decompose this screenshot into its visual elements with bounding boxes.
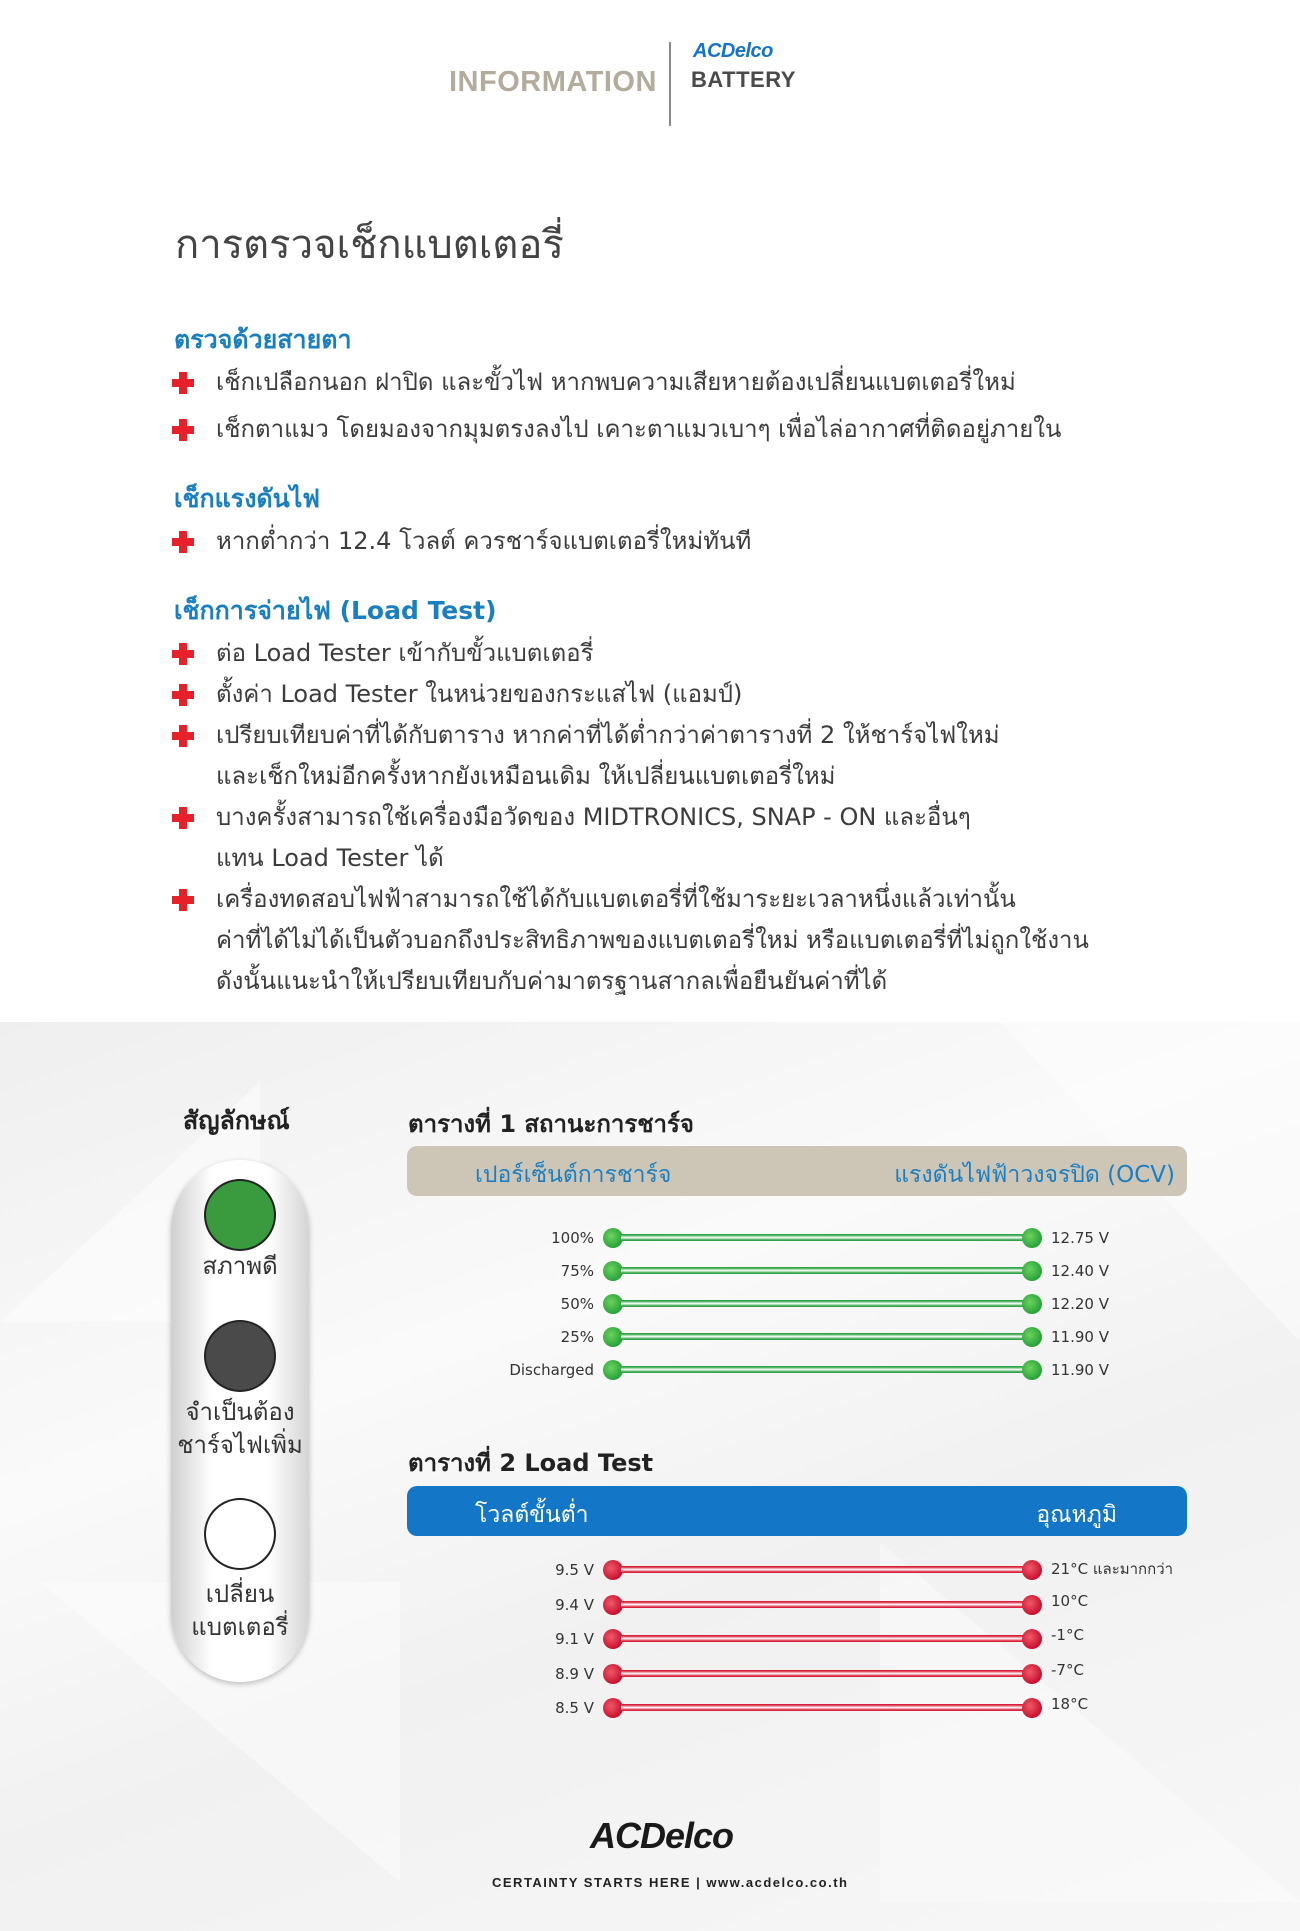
bullet-text: หากต่ำกว่า 12.4 โวลต์ ควรชาร์จแบตเตอรี่ใหม่ทันที <box>216 527 752 555</box>
header-battery-label: BATTERY <box>691 67 796 92</box>
row-dot-right <box>1022 1228 1042 1248</box>
row-label-left: 9.1 V <box>555 1630 594 1648</box>
red-cross-bullet-icon <box>172 807 194 829</box>
row-connector-line <box>621 1366 1029 1373</box>
table1-title: ตารางที่ 1 สถานะการชาร์จ <box>408 1110 694 1138</box>
row-dot-left <box>603 1629 623 1649</box>
row-dot-left <box>603 1228 623 1248</box>
row-dot-right <box>1022 1629 1042 1649</box>
row-connector-line <box>621 1300 1029 1307</box>
row-label-right: 12.75 V <box>1051 1229 1109 1247</box>
row-connector-line <box>621 1267 1029 1274</box>
legend-label-replace: เปลี่ยน แบตเตอรี่ <box>191 1580 289 1641</box>
red-cross-bullet-icon <box>172 419 194 441</box>
bullet-text: และเช็กใหม่อีกครั้งหากยังเหมือนเดิม ให้เปลี่ยนแบตเตอรี่ใหม่ <box>216 762 836 790</box>
row-dot-left <box>603 1261 623 1281</box>
row-dot-right <box>1022 1360 1042 1380</box>
table1-col-right: แรงดันไฟฟ้าวงจรปิด (OCV) <box>894 1162 1175 1188</box>
row-connector-line <box>621 1670 1029 1677</box>
bullet-text: ค่าที่ได้ไม่ได้เป็นตัวบอกถึงประสิทธิภาพของแบตเตอรี่ใหม่ หรือแบตเตอรี่ที่ไม่ถูกใช้งาน <box>216 926 1089 954</box>
legend-label-charge: จำเป็นต้อง ชาร์จไฟเพิ่ม <box>177 1398 303 1459</box>
row-connector-line <box>621 1333 1029 1340</box>
table2-col-right: อุณหภูมิ <box>1036 1502 1117 1528</box>
row-label-left: 8.9 V <box>555 1664 594 1683</box>
table2-col-left: โวลต์ขั้นต่ำ <box>475 1502 589 1528</box>
row-label-left: Discharged <box>509 1361 594 1379</box>
row-dot-right <box>1022 1327 1042 1347</box>
table1-header <box>407 1146 1187 1196</box>
row-label-left: 50% <box>560 1295 594 1313</box>
row-label-right: -1°C <box>1051 1626 1084 1644</box>
legend-label-good: สภาพดี <box>202 1252 278 1280</box>
row-dot-right <box>1022 1261 1042 1281</box>
row-label-right: 21°C และมากกว่า <box>1051 1560 1174 1578</box>
row-connector-line <box>621 1635 1029 1642</box>
row-label-left: 100% <box>551 1229 594 1247</box>
header-divider <box>669 42 671 126</box>
row-dot-right <box>1022 1294 1042 1314</box>
row-dot-left <box>603 1360 623 1380</box>
row-dot-left <box>603 1698 623 1718</box>
row-dot-right <box>1022 1698 1042 1718</box>
legend-title: สัญลักษณ์ <box>183 1106 290 1135</box>
row-label-left: 8.5 V <box>555 1699 594 1717</box>
red-cross-bullet-icon <box>172 684 194 706</box>
table1-col-left: เปอร์เซ็นต์การชาร์จ <box>475 1162 672 1188</box>
row-label-left: 25% <box>560 1328 594 1346</box>
row-connector-line <box>621 1704 1029 1711</box>
section-heading: เช็กการจ่ายไฟ (Load Test) <box>174 596 497 625</box>
row-label-right: -7°C <box>1051 1660 1084 1679</box>
table2-title: ตารางที่ 2 Load Test <box>408 1449 654 1477</box>
bullet-text: ดังนั้นแนะนำให้เปรียบเทียบกับค่ามาตรฐานสากลเพื่อยืนยันค่าที่ได้ <box>216 967 888 995</box>
section-heading: เช็กแรงดันไฟ <box>174 484 320 513</box>
row-label-left: 75% <box>560 1262 594 1280</box>
acdelco-logo: ACDelco <box>693 40 773 62</box>
bullet-text: ตั้งค่า Load Tester ในหน่วยของกระแสไฟ (แอมป์) <box>216 680 743 708</box>
row-label-right: 18°C <box>1051 1695 1089 1713</box>
bullet-text: เช็กเปลือกนอก ฝาปิด และขั้วไฟ หากพบความเสียหายต้องเปลี่ยนแบตเตอรี่ใหม่ <box>216 368 1016 396</box>
status-charge-icon <box>206 1322 274 1390</box>
row-label-right: 12.20 V <box>1051 1295 1109 1313</box>
row-dot-left <box>603 1664 623 1684</box>
row-connector-line <box>621 1601 1029 1608</box>
bullet-text: เช็กตาแมว โดยมองจากมุมตรงลงไป เคาะตาแมวเบาๆ เพื่อไล่อากาศที่ติดอยู่ภายใน <box>216 415 1062 443</box>
bullet-text: แทน Load Tester ได้ <box>216 844 444 872</box>
page-title: การตรวจเช็กแบตเตอรี่ <box>175 222 564 268</box>
row-label-right: 12.40 V <box>1051 1262 1109 1280</box>
red-cross-bullet-icon <box>172 643 194 665</box>
row-dot-right <box>1022 1664 1042 1684</box>
bullet-text: เปรียบเทียบค่าที่ได้กับตาราง หากค่าที่ได้ต่ำกว่าค่าตารางที่ 2 ให้ชาร์จไฟใหม่ <box>216 721 1000 749</box>
row-label-right: 10°C <box>1051 1591 1089 1610</box>
red-cross-bullet-icon <box>172 531 194 553</box>
footer-acdelco-logo: ACDelco <box>590 1815 734 1856</box>
red-cross-bullet-icon <box>172 372 194 394</box>
table2-header <box>407 1486 1187 1536</box>
row-dot-right <box>1022 1595 1042 1615</box>
bullet-text: บางครั้งสามารถใช้เครื่องมือวัดของ MIDTRONICS, SNAP - ON และอื่นๆ <box>216 803 971 831</box>
header-information-label: INFORMATION <box>449 66 657 98</box>
row-dot-right <box>1022 1560 1042 1580</box>
row-label-right: 11.90 V <box>1051 1328 1109 1346</box>
footer-tagline: CERTAINTY STARTS HERE | www.acdelco.co.th <box>492 1875 849 1890</box>
red-cross-bullet-icon <box>172 889 194 911</box>
row-dot-left <box>603 1560 623 1580</box>
bullet-text: เครื่องทดสอบไฟฟ้าสามารถใช้ได้กับแบตเตอรี่ที่ใช้มาระยะเวลาหนึ่งแล้วเท่านั้น <box>216 885 1016 913</box>
row-dot-left <box>603 1294 623 1314</box>
row-label-left: 9.5 V <box>555 1561 594 1579</box>
row-dot-left <box>603 1595 623 1615</box>
row-label-left: 9.4 V <box>555 1595 594 1614</box>
red-cross-bullet-icon <box>172 725 194 747</box>
row-connector-line <box>621 1566 1029 1573</box>
bullet-text: ต่อ Load Tester เข้ากับขั้วแบตเตอรี่ <box>216 639 594 667</box>
row-dot-left <box>603 1327 623 1347</box>
row-label-right: 11.90 V <box>1051 1361 1109 1379</box>
section-heading: ตรวจด้วยสายตา <box>174 325 352 354</box>
status-replace-icon <box>206 1500 274 1568</box>
row-connector-line <box>621 1234 1029 1241</box>
status-good-icon <box>206 1181 274 1249</box>
